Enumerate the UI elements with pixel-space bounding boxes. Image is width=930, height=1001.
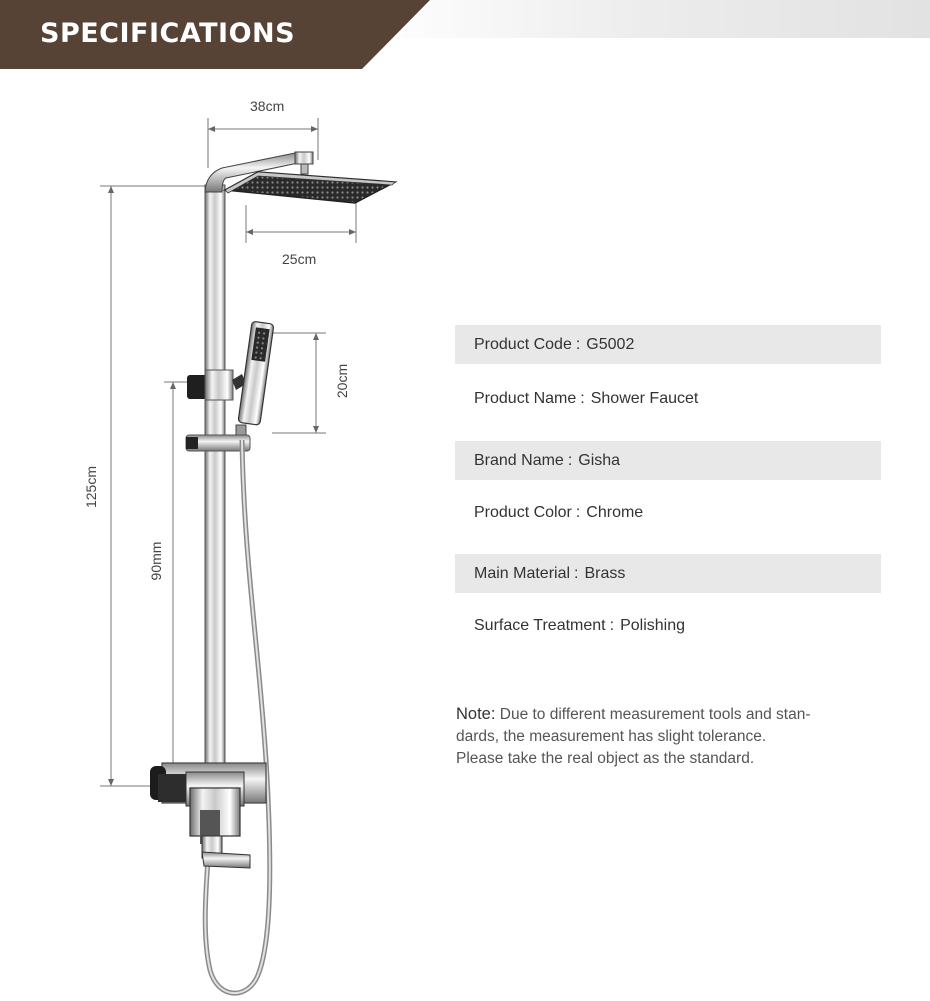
spec-separator: : — [574, 565, 579, 582]
spec-row-brand-name — [455, 441, 881, 480]
spec-row-main-material — [455, 554, 881, 593]
measurement-note — [456, 703, 876, 770]
note-line-1: Due to different measurement tools and stan- — [499, 706, 811, 723]
hand-shower — [238, 321, 274, 425]
spec-separator: : — [609, 617, 615, 634]
spec-value: Chrome — [586, 504, 644, 521]
note-line-3: Please take the real object as the standard. — [456, 750, 755, 767]
spec-value: Polishing — [620, 617, 686, 634]
dimension-handheld-length: 20cm — [334, 363, 350, 399]
dimension-head-width: 38cm — [250, 98, 285, 114]
spec-separator: : — [580, 390, 585, 407]
spec-value: Gisha — [578, 452, 621, 469]
dimension-valve-height: 90mm — [148, 541, 164, 581]
spec-separator: : — [567, 452, 573, 469]
spec-label: Product Color — [474, 504, 572, 521]
spec-label: Brand Name — [474, 452, 564, 469]
note-line-2: dards, the measurement has slight tolerance. — [456, 728, 767, 745]
spec-value: Brass — [584, 565, 626, 582]
page-title: SPECIFICATIONS — [40, 18, 296, 49]
dimension-lines — [100, 118, 356, 786]
dimension-total-height: 125cm — [83, 465, 99, 509]
spec-row-product-name — [455, 379, 881, 418]
spec-label: Product Name — [474, 390, 577, 407]
spec-separator: : — [575, 504, 581, 521]
spec-label: Main Material — [474, 565, 571, 582]
spec-label: Surface Treatment — [474, 617, 606, 634]
riser-pipe — [205, 185, 225, 775]
spec-label: Product Code — [474, 336, 572, 353]
spec-row-surface-treatment — [455, 606, 881, 645]
spec-separator: : — [575, 336, 581, 353]
spec-value: Shower Faucet — [590, 390, 699, 407]
spec-value: G5002 — [586, 336, 635, 353]
spec-row-product-color — [455, 493, 881, 532]
note-label: Note: — [456, 705, 496, 723]
dimension-panel-width: 25cm — [282, 251, 317, 267]
spec-row-product-code — [455, 325, 881, 364]
dimension-arrows — [108, 126, 356, 786]
